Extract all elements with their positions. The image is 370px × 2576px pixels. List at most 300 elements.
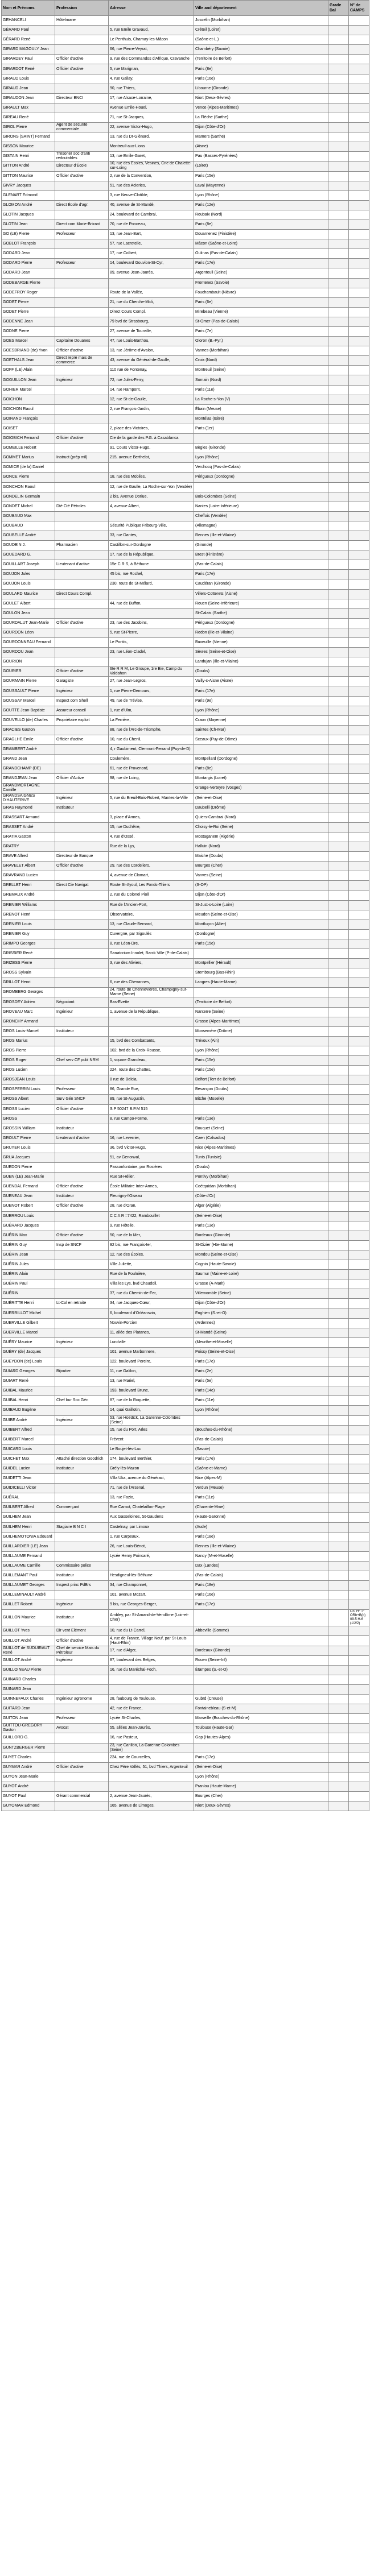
- cell-profession: [55, 132, 109, 142]
- cell-adresse: 2, avenue Jean-Jaurès,: [109, 1791, 194, 1801]
- table-row: [2, 1513, 369, 1522]
- cell-nom: GUNTZBERGER Pierre: [2, 1743, 55, 1753]
- table-row: [2, 959, 369, 968]
- cell-ville: [194, 949, 328, 959]
- table-row: [2, 1211, 369, 1221]
- cell-grade: [328, 959, 349, 968]
- cell-camps: [349, 1714, 369, 1724]
- cell-grade: [328, 1406, 349, 1415]
- cell-profession: Instituteur: [55, 1026, 109, 1036]
- cell-profession: [55, 1357, 109, 1366]
- cell-adresse: Rue St-Hélier,: [109, 1173, 194, 1182]
- cell-nom: GROSSIN William: [2, 1124, 55, 1133]
- cell-adresse: 36, bvd Victor-Hugo,: [109, 1143, 194, 1153]
- table-row: [2, 1551, 369, 1561]
- cell-nom: GROSPERRIN Louis: [2, 1085, 55, 1095]
- cell-camps: [349, 463, 369, 473]
- table-row: [2, 978, 369, 988]
- cell-grade: [328, 1791, 349, 1801]
- cell-nom: GUERRILLOT Michel: [2, 1308, 55, 1318]
- cell-grade: [328, 1056, 349, 1066]
- cell-grade: [328, 978, 349, 988]
- cell-camps: [349, 920, 369, 929]
- cell-adresse: 2, rue du Colonel Pioll: [109, 891, 194, 900]
- cell-camps: [349, 1386, 369, 1396]
- table-row: [2, 618, 369, 628]
- cell-adresse: [109, 803, 194, 813]
- cell-adresse: 66, rue Pierre-Veyrat,: [109, 45, 194, 55]
- cell-camps: [349, 1762, 369, 1772]
- table-row: [2, 1066, 369, 1075]
- cell-adresse: Passonfontaine, par Rosières: [109, 1163, 194, 1173]
- cell-profession: Stagiaire B N C I: [55, 1522, 109, 1532]
- cell-camps: [349, 599, 369, 608]
- cell-camps: [349, 1328, 369, 1337]
- cell-ville: Paris (6e): [194, 297, 328, 307]
- table-row: [2, 1591, 369, 1600]
- table-row: [2, 1114, 369, 1124]
- cell-grade: [328, 1240, 349, 1250]
- cell-camps: [349, 249, 369, 259]
- cell-ville: Douarnenez (Finistère): [194, 230, 328, 239]
- cell-profession: [55, 142, 109, 152]
- table-row: [2, 920, 369, 929]
- cell-ville: Lyon (Rhône): [194, 190, 328, 200]
- cell-grade: [328, 900, 349, 910]
- cell-camps: [349, 414, 369, 424]
- cell-grade: [328, 268, 349, 278]
- cell-adresse: 10, rue du Lt-Carrel,: [109, 1626, 194, 1636]
- cell-grade: [328, 1026, 349, 1036]
- cell-camps: [349, 822, 369, 832]
- cell-profession: [55, 570, 109, 579]
- cell-ville: Paris (8e): [194, 764, 328, 774]
- cell-camps: [349, 1046, 369, 1055]
- table-row: [2, 1733, 369, 1743]
- cell-ville: Paris (8e): [194, 220, 328, 229]
- cell-nom: GRANDJEAN Jean: [2, 774, 55, 784]
- cell-nom: GIVRY Jacques: [2, 181, 55, 190]
- cell-grade: [328, 696, 349, 706]
- cell-nom: GRASSART Armand: [2, 813, 55, 822]
- cell-profession: Officier d'active: [55, 667, 109, 677]
- cell-grade: [328, 103, 349, 113]
- table-row: [2, 1454, 369, 1464]
- cell-nom: GOULARD Maurice: [2, 589, 55, 599]
- cell-profession: Insp de SNCF: [55, 1240, 109, 1250]
- cell-adresse: Le Penthuis, Charnay-les-Mâcon: [109, 35, 194, 45]
- cell-nom: GRAVE Alfred: [2, 852, 55, 862]
- table-row: [2, 988, 369, 997]
- cell-ville: Niort (Deux-Sèvres): [194, 1801, 328, 1811]
- cell-nom: GUIBE André: [2, 1415, 55, 1425]
- cell-ville: Grange-Verteyre (Vosges): [194, 784, 328, 793]
- cell-ville: (Pas-de-Calais): [194, 560, 328, 570]
- cell-adresse: 224, rue de Courcelles,: [109, 1753, 194, 1762]
- cell-adresse: Villa les Lys, bvd Chaudoil,: [109, 1279, 194, 1289]
- cell-grade: [328, 1299, 349, 1308]
- table-row: [2, 1104, 369, 1114]
- table-row: [2, 1772, 369, 1782]
- cell-adresse: Rue de l'Ancien-Port,: [109, 900, 194, 910]
- cell-nom: GUERROU Louis: [2, 1211, 55, 1221]
- cell-adresse: 11, rue Galilon,: [109, 1367, 194, 1377]
- cell-grade: [328, 366, 349, 375]
- cell-ville: Montpellard (Dordogne): [194, 755, 328, 764]
- table-row: [2, 1724, 369, 1733]
- cell-ville: Landujan (Ille-et-Vilaine): [194, 657, 328, 667]
- table-row: [2, 473, 369, 482]
- header-row: [2, 1, 369, 16]
- cell-nom: GRACIES Gaston: [2, 725, 55, 735]
- cell-grade: [328, 1724, 349, 1733]
- cell-nom: GUÉRITTE Henri: [2, 1299, 55, 1308]
- cell-nom: GUILLORD G.: [2, 1733, 55, 1743]
- cell-camps: [349, 1133, 369, 1143]
- table-row: [2, 881, 369, 891]
- cell-grade: [328, 1425, 349, 1435]
- table-row: [2, 531, 369, 540]
- cell-grade: [328, 793, 349, 803]
- cell-camps: [349, 444, 369, 453]
- cell-grade: [328, 317, 349, 326]
- cell-grade: [328, 1415, 349, 1425]
- table-row: [2, 337, 369, 346]
- cell-adresse: [109, 278, 194, 288]
- cell-adresse: 44, rue de Buffon,: [109, 599, 194, 608]
- cell-nom: GUILLON Maurice: [2, 1610, 55, 1626]
- cell-camps: [349, 997, 369, 1007]
- cell-profession: [55, 1733, 109, 1743]
- cell-profession: Direct repré mais de commerce: [55, 356, 109, 366]
- cell-profession: Bijoutier: [55, 1367, 109, 1377]
- table-row: [2, 589, 369, 599]
- cell-profession: [55, 968, 109, 978]
- cell-nom: GUIDICELLI Victor: [2, 1484, 55, 1493]
- cell-nom: GRONCHY Armand: [2, 1017, 55, 1026]
- table-row: [2, 793, 369, 803]
- cell-nom: GOHIER Marcel: [2, 385, 55, 395]
- cell-camps: [349, 45, 369, 55]
- cell-grade: [328, 64, 349, 74]
- cell-ville: Villemomble (Seine): [194, 1289, 328, 1299]
- cell-profession: [55, 813, 109, 822]
- cell-ville: [194, 1104, 328, 1114]
- table-row: [2, 560, 369, 570]
- cell-adresse: [109, 852, 194, 862]
- cell-profession: Professeur: [55, 259, 109, 268]
- cell-camps: [349, 1704, 369, 1714]
- table-row: [2, 910, 369, 920]
- table-row: [2, 132, 369, 142]
- cell-adresse: 5, rue St-Pierre,: [109, 628, 194, 637]
- cell-nom: GROSDEY Adrien: [2, 997, 55, 1007]
- cell-adresse: Frévent: [109, 1435, 194, 1444]
- cell-nom: GRENIER Williams: [2, 900, 55, 910]
- cell-camps: [349, 1153, 369, 1162]
- cell-profession: Inspect princ PdBrs: [55, 1581, 109, 1591]
- table-row: [2, 1357, 369, 1366]
- cell-nom: GIRAUD Jean: [2, 84, 55, 93]
- table-row: [2, 444, 369, 453]
- cell-profession: [55, 1075, 109, 1085]
- cell-profession: Direct com Marie-Brizard: [55, 220, 109, 229]
- cell-nom: GRENIER Louis: [2, 920, 55, 929]
- cell-grade: [328, 871, 349, 881]
- cell-profession: [55, 268, 109, 278]
- cell-profession: [55, 1591, 109, 1600]
- cell-ville: (Pas-de-Calais): [194, 1571, 328, 1581]
- cell-nom: GOURIER: [2, 667, 55, 677]
- cell-nom: GUILLEMINAULT André: [2, 1591, 55, 1600]
- cell-camps: [349, 1406, 369, 1415]
- table-row: [2, 1695, 369, 1704]
- cell-nom: GUEN (LE) Jean-Marie: [2, 1173, 55, 1182]
- cell-grade: [328, 297, 349, 307]
- cell-ville: Bourges (Cher): [194, 862, 328, 871]
- cell-ville: Tunis (Tunisie): [194, 1153, 328, 1162]
- cell-grade: [328, 842, 349, 851]
- cell-camps: [349, 1493, 369, 1503]
- cell-ville: Mâcon (Saône-et-Loire): [194, 239, 328, 249]
- cell-nom: GOICHON Raoul: [2, 404, 55, 414]
- cell-ville: (Doubs): [194, 667, 328, 677]
- table-row: [2, 1143, 369, 1153]
- cell-grade: [328, 1532, 349, 1542]
- table-row: [2, 1522, 369, 1532]
- cell-profession: [55, 1493, 109, 1503]
- cell-adresse: 5, rue Emile Gravaud,: [109, 26, 194, 35]
- cell-profession: Inspect com Shell: [55, 696, 109, 706]
- cell-adresse: 4, avenue Albert,: [109, 502, 194, 511]
- cell-grade: [328, 16, 349, 26]
- cell-ville: Périgueux (Dordogne): [194, 618, 328, 628]
- cell-grade: [328, 1762, 349, 1772]
- cell-adresse: École Militaire Inter-Armes,: [109, 1182, 194, 1192]
- table-row: [2, 696, 369, 706]
- table-row: [2, 64, 369, 74]
- cell-camps: [349, 618, 369, 628]
- cell-adresse: [109, 968, 194, 978]
- cell-ville: Frontenex (Savoie): [194, 278, 328, 288]
- cell-adresse: Nouvin-Porcien: [109, 1318, 194, 1328]
- cell-nom: GOURDOU Jean: [2, 648, 55, 657]
- cell-camps: [349, 171, 369, 181]
- table-row: [2, 570, 369, 579]
- cell-ville: St-Mandé (Seine): [194, 1328, 328, 1337]
- cell-profession: [55, 1704, 109, 1714]
- cell-profession: [55, 550, 109, 560]
- cell-camps: [349, 74, 369, 84]
- table-row: [2, 745, 369, 755]
- cell-grade: [328, 230, 349, 239]
- cell-profession: Ingénieur: [55, 1415, 109, 1425]
- cell-grade: [328, 239, 349, 249]
- table-row: [2, 706, 369, 715]
- cell-profession: Ingénieur: [55, 793, 109, 803]
- cell-ville: Belfort (Terr de Belfort): [194, 1075, 328, 1085]
- cell-adresse: 4, rue de France, Village Neuf, par St-Louis (Haut-Rhin): [109, 1636, 194, 1646]
- cell-camps: [349, 832, 369, 842]
- cell-camps: [349, 852, 369, 862]
- cell-profession: [55, 832, 109, 842]
- table-row: [2, 16, 369, 26]
- cell-profession: Officier d'active: [55, 1636, 109, 1646]
- cell-adresse: 15, bvd des Combattants,: [109, 1036, 194, 1046]
- cell-ville: (Haute-Garonne): [194, 1513, 328, 1522]
- cell-ville: Argenteuil (Seine): [194, 268, 328, 278]
- cell-grade: [328, 327, 349, 337]
- cell-adresse: 2 bis, Avenue Doriue,: [109, 492, 194, 502]
- cell-camps: [349, 677, 369, 686]
- cell-camps: [349, 1231, 369, 1240]
- cell-ville: Nantes (Loire-Inférieure): [194, 502, 328, 511]
- cell-ville: (Territoire de Belfort): [194, 55, 328, 64]
- cell-grade: [328, 152, 349, 161]
- cell-adresse: 1, avenue de la République,: [109, 1007, 194, 1017]
- cell-camps: [349, 1675, 369, 1684]
- cell-adresse: La Ferrière,: [109, 715, 194, 725]
- cell-profession: [55, 988, 109, 997]
- cell-adresse: 24, boulevard de Cambrai,: [109, 210, 194, 220]
- cell-profession: Ingénieur: [55, 1600, 109, 1610]
- cell-profession: [55, 278, 109, 288]
- table-row: [2, 1406, 369, 1415]
- table-row: [2, 1444, 369, 1454]
- cell-profession: [55, 366, 109, 375]
- cell-ville: (Aude): [194, 1522, 328, 1532]
- cell-adresse: 16, rue Pasteur,: [109, 1733, 194, 1743]
- cell-camps: [349, 200, 369, 210]
- cell-profession: [55, 1551, 109, 1561]
- cell-profession: Trésorier soc d'anti redoutables: [55, 152, 109, 161]
- cell-ville: Cognin (Haute-Savoie): [194, 1260, 328, 1270]
- cell-adresse: 53, rue Hoëdick, La Garenne-Colombes (Seine): [109, 1415, 194, 1425]
- cell-grade: [328, 1036, 349, 1046]
- cell-nom: GÉRARD René: [2, 35, 55, 45]
- cell-profession: [55, 1675, 109, 1684]
- cell-adresse: Sanatorium Innolet, Barck Ville (P-de-Calais): [109, 949, 194, 959]
- cell-grade: [328, 1124, 349, 1133]
- cell-adresse: 87, rue de la Roquette,: [109, 1396, 194, 1406]
- cell-ville: Niort (Deux-Sèvres): [194, 93, 328, 103]
- cell-ville: Mostaganem (Algérie): [194, 832, 328, 842]
- cell-profession: [55, 1036, 109, 1046]
- cell-grade: [328, 502, 349, 511]
- cell-ville: Nice (Alpes-M): [194, 1474, 328, 1484]
- cell-nom: GODEBARGE Pierre: [2, 278, 55, 288]
- header-grade: Grade Dal: [328, 1, 349, 16]
- cell-grade: [328, 190, 349, 200]
- cell-nom: GUYON Jean-Marie: [2, 1772, 55, 1782]
- cell-adresse: Aux Gasseloines, St-Gaudens: [109, 1513, 194, 1522]
- cell-nom: GOUDEIN J.: [2, 541, 55, 550]
- cell-ville: Nice (Alpes-Maritimes): [194, 1143, 328, 1153]
- cell-grade: [328, 764, 349, 774]
- cell-camps: [349, 113, 369, 122]
- cell-ville: Paris (16e): [194, 1591, 328, 1600]
- cell-adresse: 3, rue Neuve-Clotilde,: [109, 190, 194, 200]
- table-row: [2, 1250, 369, 1260]
- cell-grade: [328, 774, 349, 784]
- table-row: [2, 1435, 369, 1444]
- cell-adresse: 5, rue du Breuil-Bois-Robert, Mantes-la-Ville: [109, 793, 194, 803]
- cell-camps: [349, 1260, 369, 1270]
- cell-grade: [328, 657, 349, 667]
- cell-grade: [328, 1503, 349, 1513]
- cell-adresse: 101, avenue Mozart,: [109, 1591, 194, 1600]
- cell-camps: [349, 190, 369, 200]
- cell-profession: Avocat: [55, 1724, 109, 1733]
- cell-camps: [349, 1318, 369, 1328]
- cell-camps: Ch. H° T° ORh+B(b) 09.5 H-6 (1/2/2): [349, 1610, 369, 1626]
- cell-ville: Trévoux (Ain): [194, 1036, 328, 1046]
- table-row: [2, 502, 369, 511]
- cell-camps: [349, 1396, 369, 1406]
- cell-adresse: 71, rue de l'Arsenal,: [109, 1484, 194, 1493]
- cell-profession: [55, 784, 109, 793]
- cell-camps: [349, 696, 369, 706]
- cell-grade: [328, 1561, 349, 1571]
- cell-adresse: 21, rue du Cherche-Midi,: [109, 297, 194, 307]
- cell-profession: [55, 395, 109, 404]
- cell-camps: [349, 560, 369, 570]
- cell-grade: [328, 1289, 349, 1299]
- cell-ville: (Seine-et-Oise): [194, 793, 328, 803]
- cell-ville: Marseille (Bouches-du-Rhône): [194, 1714, 328, 1724]
- cell-profession: [55, 35, 109, 45]
- cell-adresse: Rue de la Lys,: [109, 842, 194, 851]
- cell-camps: [349, 1250, 369, 1260]
- cell-profession: Officier d'active: [55, 1202, 109, 1211]
- cell-grade: [328, 745, 349, 755]
- cell-ville: Lyon (Rhône): [194, 453, 328, 463]
- cell-ville: Saintes (Ch-Mar): [194, 725, 328, 735]
- cell-grade: [328, 638, 349, 648]
- cell-profession: Officier d'active: [55, 434, 109, 444]
- cell-grade: [328, 1551, 349, 1561]
- cell-profession: [55, 1801, 109, 1811]
- cell-profession: Ingénieur: [55, 1007, 109, 1017]
- cell-nom: GREMAUX André: [2, 891, 55, 900]
- cell-profession: [55, 755, 109, 764]
- cell-camps: [349, 667, 369, 677]
- cell-nom: GUILHEM Henri: [2, 1522, 55, 1532]
- cell-profession: [55, 1542, 109, 1551]
- cell-adresse: 122, boulevard Pereire,: [109, 1357, 194, 1366]
- cell-ville: St-Dizier (Hte-Marne): [194, 1240, 328, 1250]
- cell-nom: GLOTIN Jean: [2, 220, 55, 229]
- cell-nom: GONDET Michel: [2, 502, 55, 511]
- cell-camps: [349, 1561, 369, 1571]
- cell-nom: GOURION: [2, 657, 55, 667]
- cell-adresse: 33, rue Dantes,: [109, 531, 194, 540]
- cell-nom: GUYOMAR Edmond: [2, 1801, 55, 1811]
- cell-profession: [55, 579, 109, 589]
- cell-grade: [328, 1279, 349, 1289]
- cell-nom: GUÉRY Maurice: [2, 1337, 55, 1347]
- cell-adresse: 86, Grande Rue,: [109, 1085, 194, 1095]
- cell-ville: Paris (15e): [194, 171, 328, 181]
- cell-camps: [349, 745, 369, 755]
- cell-nom: GROS Louis-Marcel: [2, 1026, 55, 1036]
- cell-camps: [349, 502, 369, 511]
- cell-nom: GOICHON: [2, 395, 55, 404]
- cell-profession: [55, 1406, 109, 1415]
- cell-nom: GUILBERT Alfred: [2, 1503, 55, 1513]
- cell-camps: [349, 929, 369, 939]
- cell-camps: [349, 813, 369, 822]
